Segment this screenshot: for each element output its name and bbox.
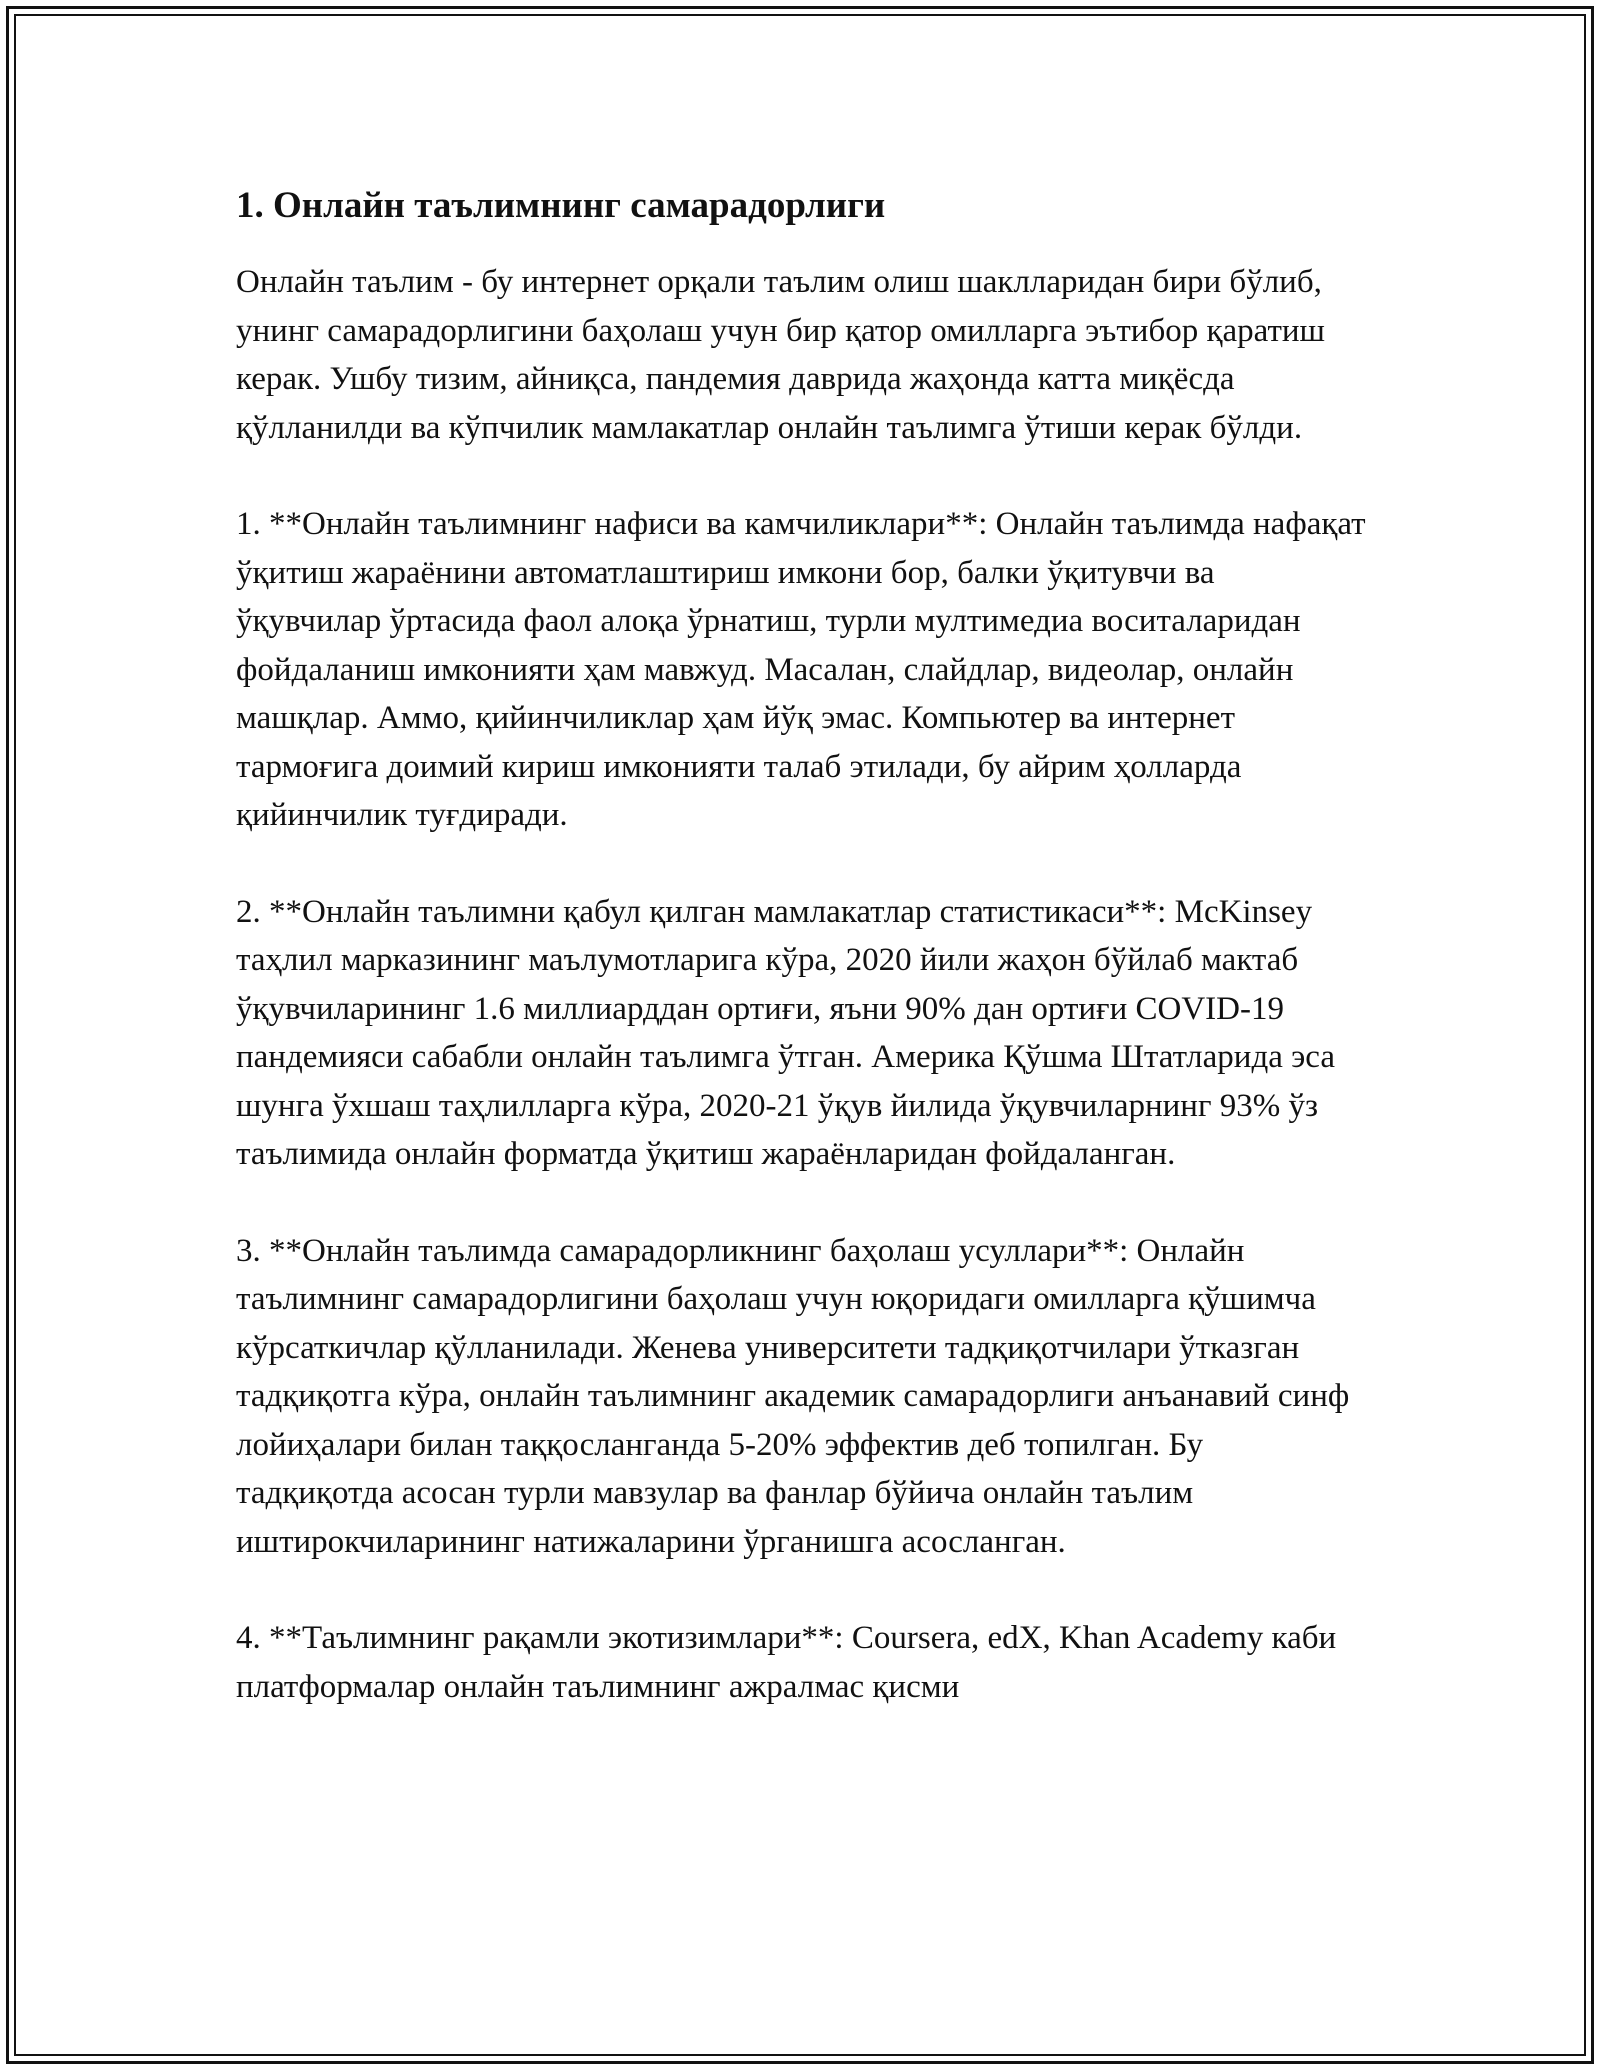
paragraph-4: 4. **Таълимнинг рақамли экотизимлари**: Coursera, edX, Khan Academy каби платформалар онлайн таълимнинг ажралмас қисми xyxy=(236,1620,1337,1705)
document-body xyxy=(236,182,1366,1759)
paragraph-3: 3. **Онлайн таълимда самарадорликнинг баҳолаш усуллари**: Онлайн таълимнинг самарадорлигини баҳолаш учун юқоридаги омилларга қўшимча кўрсаткичлар қўлланилади. Женева университети тадқиқотчилари ўтказган тадқиқотга кўра, онлайн таълимнинг академик самарадорлиги анъанавий синф лойиҳалари билан таққосланганда 5-20% эффектив деб топилган. Бу тадқиқотда асосан турли мавзулар ва фанлар бўйича онлайн таълим иштирокчиларининг натижаларини ўрганишга асосланган. xyxy=(236,1232,1350,1560)
section-heading: 1. Онлайн таълимнинг самарадорлиги xyxy=(236,185,886,226)
paragraph-1: 1. **Онлайн таълимнинг нафиси ва камчиликлари**: Онлайн таълимда нафақат ўқитиш жараёнини автоматлаштириш имкони бор, балки ўқитувчи ва ўқувчилар ўртасида фаол алоқа ўрнатиш, турли мултимедиа воситаларидан фойдаланиш имконияти ҳам мавжуд. Масалан, слайдлар, видеолар, онлайн машқлар. Аммо, қийинчиликлар ҳам йўқ эмас. Компьютер ва интернет тармоғига доимий кириш имконияти талаб этилади, бу айрим ҳолларда қийинчилик туғдиради. xyxy=(236,506,1366,833)
intro-paragraph: Онлайн таълим - бу интернет орқали таълим олиш шаклларидан бири бўлиб, унинг самарадорлигини баҳолаш учун бир қатор омилларга эътибор қаратиш керак. Ушбу тизим, айниқса, пандемия даврида жаҳонда катта миқёсда қўлланилди ва кўпчилик мамлакатлар онлайн таълимга ўтиши керак бўлди. xyxy=(236,264,1325,446)
paragraph-2: 2. **Онлайн таълимни қабул қилган мамлакатлар статистикаси**: McKinsey таҳлил марказининг маълумотларига кўра, 2020 йили жаҳон бўйлаб мактаб ўқувчиларининг 1.6 миллиарддан ортиғи, яъни 90% дан ортиғи COVID-19 пандемияси сабабли онлайн таълимга ўтган. Америка Қўшма Штатларида эса шунга ўхшаш таҳлилларга кўра, 2020-21 ўқув йилида ўқувчиларнинг 93% ўз таълимида онлайн форматда ўқитиш жараёнларидан фойдаланган. xyxy=(236,893,1336,1172)
